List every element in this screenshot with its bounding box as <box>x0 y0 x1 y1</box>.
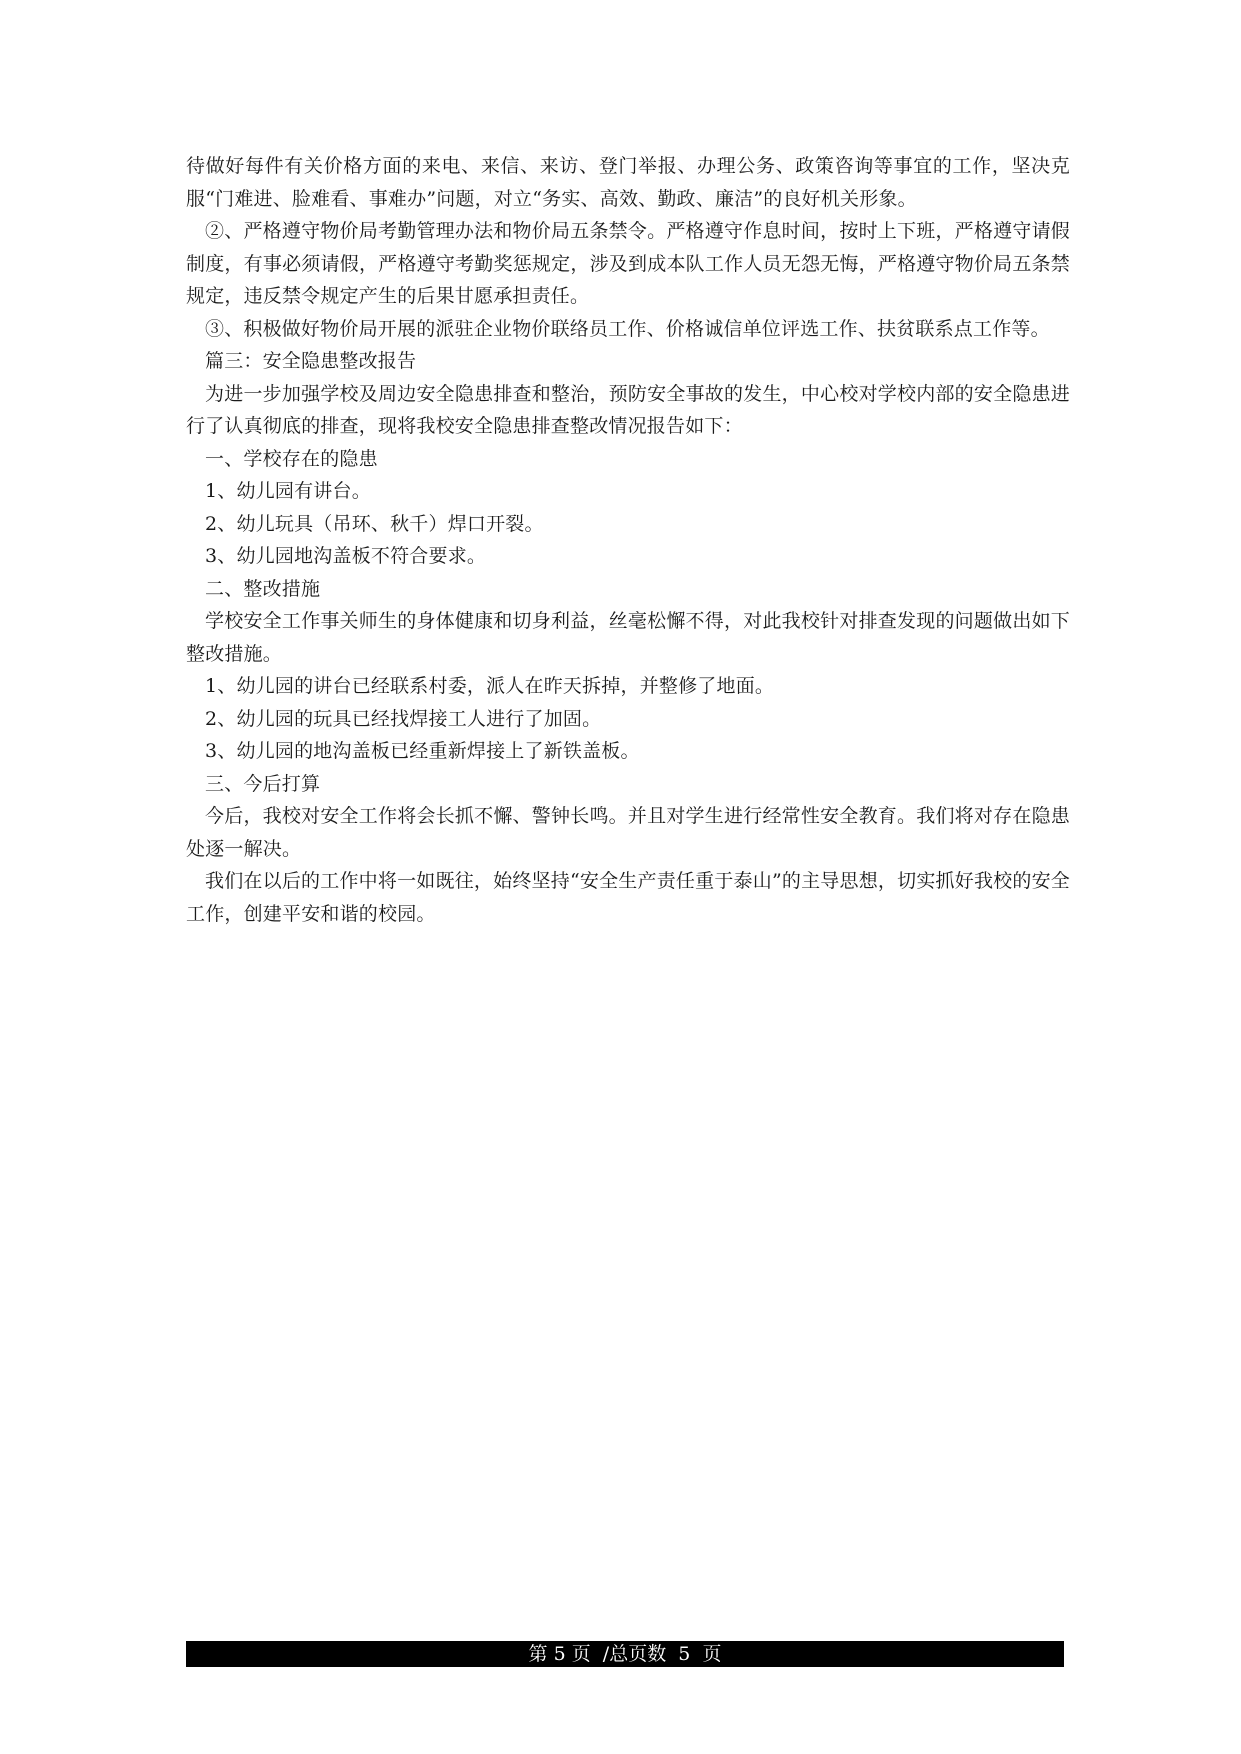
heading-hazards: 一、学校存在的隐患 <box>205 447 378 470</box>
list-item-measure-3: 3、幼儿园的地沟盖板已经重新焊接上了新铁盖板。 <box>205 740 640 762</box>
list-item-hazard-3: 3、幼儿园地沟盖板不符合要求。 <box>205 545 487 567</box>
paragraph-future-plans: 今后，我校对安全工作将会长抓不懈、警钟长鸣。并且对学生进行经常性安全教育。我们将对存在隐患处逐一解决。 <box>186 805 1070 860</box>
paragraph-liaison-work: ③、积极做好物价局开展的派驻企业物价联络员工作、价格诚信单位评选工作、扶贫联系点工作等。 <box>205 317 1050 340</box>
paragraph-measures-intro: 学校安全工作事关师生的身体健康和切身利益，丝毫松懈不得，对此我校针对排查发现的问题做出如下整改措施。 <box>186 610 1070 665</box>
document-body <box>186 150 1070 930</box>
paragraph-attendance-rules: ②、严格遵守物价局考勤管理办法和物价局五条禁令。严格遵守作息时间，按时上下班，严格遵守请假制度，有事必须请假，严格遵守考勤奖惩规定，涉及到成本队工作人员无怨无悔，严格遵守物价局五条禁规定，违反禁令规定产生的后果甘愿承担责任。 <box>186 220 1070 307</box>
heading-measures: 二、整改措施 <box>205 577 321 600</box>
paragraph-reception-duty: 待做好每件有关价格方面的来电、来信、来访、登门举报、办理公务、政策咨询等事宜的工作，坚决克服“门难进、脸难看、事难办”问题，对立“务实、高效、勤政、廉洁”的良好机关形象。 <box>186 155 1070 210</box>
paragraph-report-intro: 为进一步加强学校及周边安全隐患排查和整治，预防安全事故的发生，中心校对学校内部的安全隐患进行了认真彻底的排查，现将我校安全隐患排查整改情况报告如下： <box>186 382 1070 437</box>
list-item-measure-2: 2、幼儿园的玩具已经找焊接工人进行了加固。 <box>205 707 602 730</box>
list-item-measure-1: 1、幼儿园的讲台已经联系村委，派人在昨天拆掉，并整修了地面。 <box>205 675 775 697</box>
paragraph-conclusion: 我们在以后的工作中将一如既往，始终坚持“安全生产责任重于泰山”的主导思想，切实抓好我校的安全工作，创建平安和谐的校园。 <box>186 870 1070 925</box>
section-title-safety-report: 篇三：安全隐患整改报告 <box>205 350 417 372</box>
list-item-hazard-2: 2、幼儿玩具（吊环、秋千）焊口开裂。 <box>205 512 544 535</box>
page-number-label: 第 5 页 /总页数 5 页 <box>528 1643 722 1665</box>
page-footer-bar <box>186 1641 1064 1667</box>
list-item-hazard-1: 1、幼儿园有讲台。 <box>205 480 371 502</box>
heading-future-plans: 三、今后打算 <box>205 772 321 795</box>
